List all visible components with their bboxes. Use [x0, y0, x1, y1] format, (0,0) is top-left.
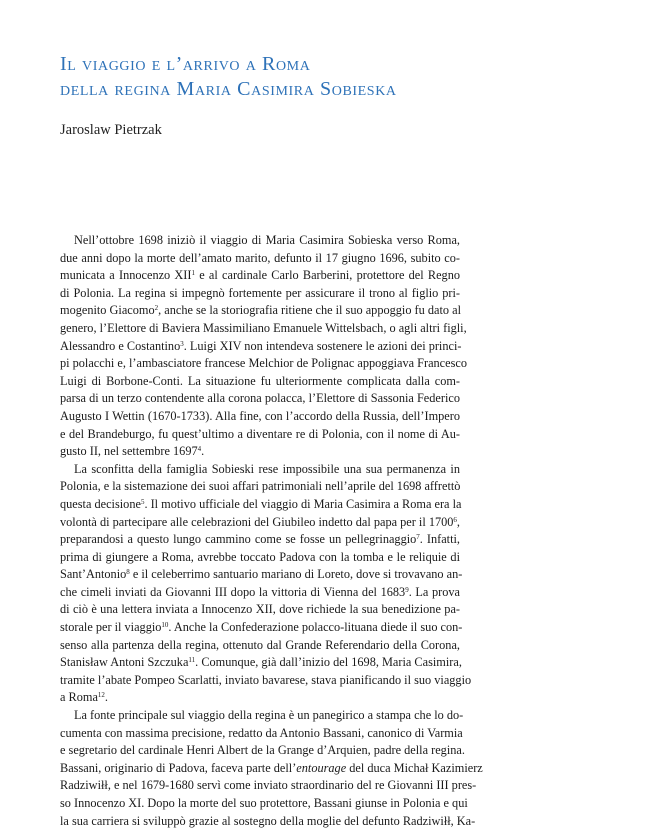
text-line	[60, 390, 460, 408]
text-run: volontà di partecipare alle celebrazioni del Giubileo indetto dal papa per il 1700	[60, 514, 454, 529]
text-line	[60, 742, 465, 760]
text-run: Alessandro e Costantino	[60, 338, 181, 353]
text-run: cumenta con massima precisione, redatto da Antonio Bassani, canonico di Varmia	[60, 725, 463, 740]
text-run: che cimeli inviati da Giovanni III dopo la vittoria di Vienna del 1683	[60, 584, 406, 599]
text-run: . Il motivo ufficiale del viaggio di Maria Casimira a Roma era la	[144, 496, 462, 511]
text-run: La sconfitta della famiglia Sobieski rese impossibile una sua permanenza in	[74, 461, 460, 476]
text-run: Stanisław Antoni Szczuka	[60, 655, 189, 670]
chapter-title-line-1: Il viaggio e l’arrivo a Roma	[60, 53, 311, 75]
text-run: Augusto I Wettin (1670-1733). Alla fine, con l’accordo della Russia, dell’Impero	[60, 408, 460, 423]
text-run: . Comunque, già dall’inizio del 1698, Maria Casimira,	[195, 655, 462, 670]
text-run: preparandosi a questo lungo cammino come se fosse un pellegrinaggio	[60, 532, 417, 547]
chapter-title	[60, 52, 620, 102]
text-line	[60, 549, 460, 567]
text-line	[60, 795, 468, 813]
text-run: e segretario del cardinale Henri Albert de la Grange d’Arquien, padre della regina.	[60, 743, 465, 758]
text-run: e al cardinale Carlo Barberini, protettore del Regno	[195, 268, 460, 283]
text-run: gusto II, nel settembre 1697	[60, 444, 198, 459]
text-run: genero, l’Elettore di Baviera Massimiliano Emanuele Wittelsbach, o agli altri figli,	[60, 320, 467, 335]
text-run: due anni dopo la morte dell’amato marito, defunto il 17 giugno 1696, subito co-	[60, 250, 460, 265]
text-line	[60, 813, 476, 830]
author-name: Jaroslaw Pietrzak	[60, 122, 162, 138]
text-run: di ciò è una lettera inviata a Innocenzo XII, dove richiede la sua benedizione pa-	[60, 602, 460, 617]
text-line	[60, 478, 460, 496]
text-line	[60, 426, 460, 444]
text-line	[60, 373, 460, 391]
text-run: . La prova	[408, 584, 460, 599]
text-run: Luigi di Borbone-Conti. La situazione fu ulteriormente complicata dalla com-	[60, 373, 460, 388]
text-run: e del Brandeburgo, fu quest’ultimo a diventare re di Polonia, con il nome di Au-	[60, 426, 460, 441]
text-line	[60, 689, 460, 707]
text-run: Bassani, originario di Padova, faceva parte dell’	[60, 760, 297, 775]
text-line	[60, 250, 460, 268]
text-line	[60, 461, 460, 479]
text-run: tramite l’abate Pompeo Scarlatti, inviato bavarese, stava pianificando il suo viaggio	[60, 672, 472, 687]
text-line	[60, 320, 467, 338]
chapter-title-line-2: della regina Maria Casimira Sobieska	[60, 78, 397, 100]
text-line	[60, 725, 463, 743]
text-run: ,	[456, 514, 460, 529]
text-line	[60, 338, 460, 356]
text-run: Radziwiłł, e nel 1679-1680 servì come inviato straordinario del re Giovanni III pres-	[60, 778, 477, 793]
text-run: , anche se la storiografia ritiene che il suo appoggio fu dato al	[158, 303, 461, 318]
italic-term: entourage	[296, 760, 347, 775]
text-run: mogenito Giacomo	[60, 303, 155, 318]
text-line	[60, 672, 472, 690]
text-line	[60, 777, 477, 795]
text-run: municata a Innocenzo XII	[60, 268, 192, 283]
text-line	[60, 619, 463, 637]
body-text	[60, 232, 483, 830]
text-run: Nell’ottobre 1698 iniziò il viaggio di Maria Casimira Sobieska verso Roma,	[74, 233, 460, 247]
text-run: .	[104, 690, 108, 705]
text-run: e il celeberrimo santuario mariano di Loreto, dove si trovavano an-	[129, 567, 463, 582]
text-line	[60, 566, 463, 584]
text-run: del duca Michał Kazimierz	[346, 760, 483, 775]
footnote-ref: 1	[191, 269, 195, 278]
text-line	[60, 514, 460, 532]
text-run: Polonia, e la sistemazione dei suoi affari patrimoniali nell’aprile del 1698 affrettò	[60, 479, 461, 494]
text-line	[60, 267, 460, 285]
footnote-ref: 6	[453, 515, 457, 524]
text-line	[60, 707, 464, 725]
text-line	[60, 531, 460, 549]
text-run: la sua carriera si sviluppò grazie al sostegno della moglie del defunto Radziwiłł, Ka-	[60, 813, 476, 828]
text-run: a Roma	[60, 690, 98, 705]
footnote-ref: 8	[126, 568, 130, 577]
text-line	[60, 355, 467, 373]
text-line	[60, 302, 460, 320]
text-line	[60, 584, 460, 602]
text-line	[60, 443, 460, 461]
footnote-ref: 7	[416, 533, 420, 542]
text-run: . Infatti,	[419, 532, 460, 547]
text-line	[60, 232, 460, 250]
text-run: parsa di un terzo contendente alla corona polacca, l’Elettore di Sassonia Federico	[60, 391, 460, 406]
text-run: La fonte principale sul viaggio della regina è un panegirico a stampa che lo do-	[74, 708, 464, 723]
footnote-ref: 3	[180, 339, 184, 348]
text-line	[60, 760, 483, 778]
text-line	[60, 408, 460, 426]
footnote-ref: 5	[140, 497, 145, 506]
text-run: so Innocenzo XI. Dopo la morte del suo protettore, Bassani giunse in Polonia e qui	[60, 796, 468, 810]
text-run: senso alla partenza della regina, ottenuto dal Grande Referendario della Corona,	[60, 637, 460, 652]
text-run: .	[201, 444, 205, 459]
footnote-ref: 9	[405, 585, 409, 594]
text-run: . Anche la Confederazione polacco-lituana diede il suo con-	[168, 620, 463, 635]
text-run: di Polonia. La regina si impegnò fortemente per assicurare il trono al figlio pri-	[60, 285, 460, 300]
footnote-ref: 4	[197, 445, 202, 454]
footnote-ref: 10	[161, 621, 169, 630]
text-run: storale per il viaggio	[60, 620, 162, 635]
footnote-ref: 12	[97, 691, 105, 700]
text-line	[60, 637, 460, 655]
text-line	[60, 654, 460, 672]
text-run: pi polacchi e, l’ambasciatore francese Melchior de Polignac appoggiava Francesco	[60, 356, 467, 371]
text-line	[60, 285, 460, 303]
footnote-ref: 2	[154, 304, 159, 313]
text-run: Sant’Antonio	[60, 567, 127, 582]
text-run: . Luigi XIV non intendeva sostenere le azioni dei princi-	[183, 338, 462, 353]
text-run: prima di giungere a Roma, avrebbe toccato Padova con la tomba e le reliquie di	[60, 549, 460, 564]
text-line	[60, 601, 460, 619]
footnote-ref: 11	[188, 656, 196, 665]
text-line	[60, 496, 460, 514]
text-run: questa decisione	[60, 496, 141, 511]
